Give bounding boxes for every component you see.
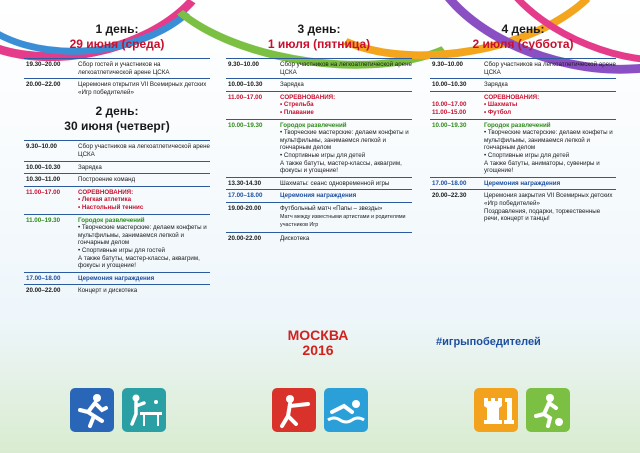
shooting-icon: [272, 388, 316, 432]
fun-town-row: 10.00–19.30 Городок развлечений • Творческие мастерские: делаем конфеты и мультфильмы, занимаемся лепкой и гончарным делом • Спортивные игры для детей А также батуты, мастер-классы, аквагрим, фокусы и угощение!: [226, 119, 412, 177]
schedule-row: 20.00-22.00 Дискотека: [226, 232, 412, 245]
fun-town-row: 10.00–19.30 Городок развлечений • Творческие мастерские: делаем конфеты и мультфильмы, занимаемся лепкой и гончарным делом • Спортивные игры для детей А также батуты, аниматоры, сувениры и угощение!: [430, 119, 616, 177]
day2-header: [24, 104, 210, 134]
column-day3: [226, 0, 412, 244]
award-row: 17.00–18.00 Церемония награждения: [226, 189, 412, 202]
chess-icon: [474, 388, 518, 432]
schedule-row: 20.00–22.00 Концерт и дискотека: [24, 284, 210, 297]
athletics-icon: [70, 388, 114, 432]
schedule-row: 10.00–10.30 Зарядка: [24, 161, 210, 174]
award-row: 17.00–18.00 Церемония награждения: [430, 177, 616, 190]
day2-schedule: [24, 140, 210, 297]
city-title: МОСКВА 2016: [287, 327, 349, 358]
day3-header: [226, 22, 412, 52]
fun-town-row: 11.00–19.30 Городок развлечений • Творческие мастерские: делаем конфеты и мультфильмы, занимаемся лепкой и гончарным делом • Спортивные игры для гостей А также батуты, мастер-классы, аквагрим, фокусы и угощение!: [24, 214, 210, 272]
schedule-row: 10.00–10.30 Зарядка: [430, 78, 616, 91]
schedule-row: 13.30-14.30 Шахматы: сеанс одновременной игры: [226, 177, 412, 190]
schedule-row: 9.30–10.00 Сбор участников на легкоатлетической арене ЦСКА: [430, 58, 616, 78]
schedule-row: 9.30–10.00 Сбор участников на легкоатлетической арене ЦСКА: [24, 140, 210, 160]
swimming-icon: [324, 388, 368, 432]
schedule-row: 20.00–22.00 Церемония открытия VII Всемирных детских «Игр победителей»: [24, 78, 210, 98]
day1-schedule: [24, 58, 210, 98]
day3-date: 1 июля (пятница): [267, 37, 371, 51]
column-day4: [430, 0, 616, 225]
football-row: 19.00-20.00 Футбольный матч «Папы – звезды» Матч между известными артистами и родителями участников Игр: [226, 202, 412, 232]
schedule-row: 10.30–11.00 Построение команд: [24, 173, 210, 186]
schedule-row: 19.30–20.00 Сбор гостей и участников на легкоатлетической арене ЦСКА: [24, 58, 210, 78]
closing-row: 20.00–22.30 Церемония закрытия VII Всемирных детских «Игр победителей» Поздравления, подарки, торжественные речи, концерт и танцы!: [430, 189, 616, 224]
day1-label: 1 день:: [95, 22, 139, 36]
column-day1-day2: [24, 0, 210, 297]
schedule-row: 9.30–10.00 Сбор участников на легкоатлетической арене ЦСКА: [226, 58, 412, 78]
day4-schedule: [430, 58, 616, 225]
schedule-row: 10.00–10.30 Зарядка: [226, 78, 412, 91]
football-icon: [526, 388, 570, 432]
day1-header: [24, 22, 210, 52]
competitions-row: 11.00–17.00 СОРЕВНОВАНИЯ: • Легкая атлетика • Настольный теннис: [24, 186, 210, 214]
day1-date: 29 июня (среда): [69, 37, 165, 51]
day3-schedule: [226, 58, 412, 244]
day2-date: 30 июня (четверг): [64, 119, 170, 134]
day3-label: 3 день:: [297, 22, 341, 36]
hashtag: #игрыпобедителей: [436, 336, 541, 348]
day4-header: [430, 22, 616, 52]
table-tennis-icon: [122, 388, 166, 432]
day4-date: 2 июля (суббота): [472, 37, 574, 51]
competitions-row: 11.00–17.00 СОРЕВНОВАНИЯ: • Стрельба • Плавание: [226, 91, 412, 119]
day4-label: 4 день:: [501, 22, 545, 36]
award-row: 17.00–18.00 Церемония награждения: [24, 272, 210, 285]
competitions-row: 10.00–17.00 11.00–15.00 СОРЕВНОВАНИЯ: • Шахматы • Футбол: [430, 91, 616, 119]
day2-label: 2 день:: [95, 104, 139, 119]
